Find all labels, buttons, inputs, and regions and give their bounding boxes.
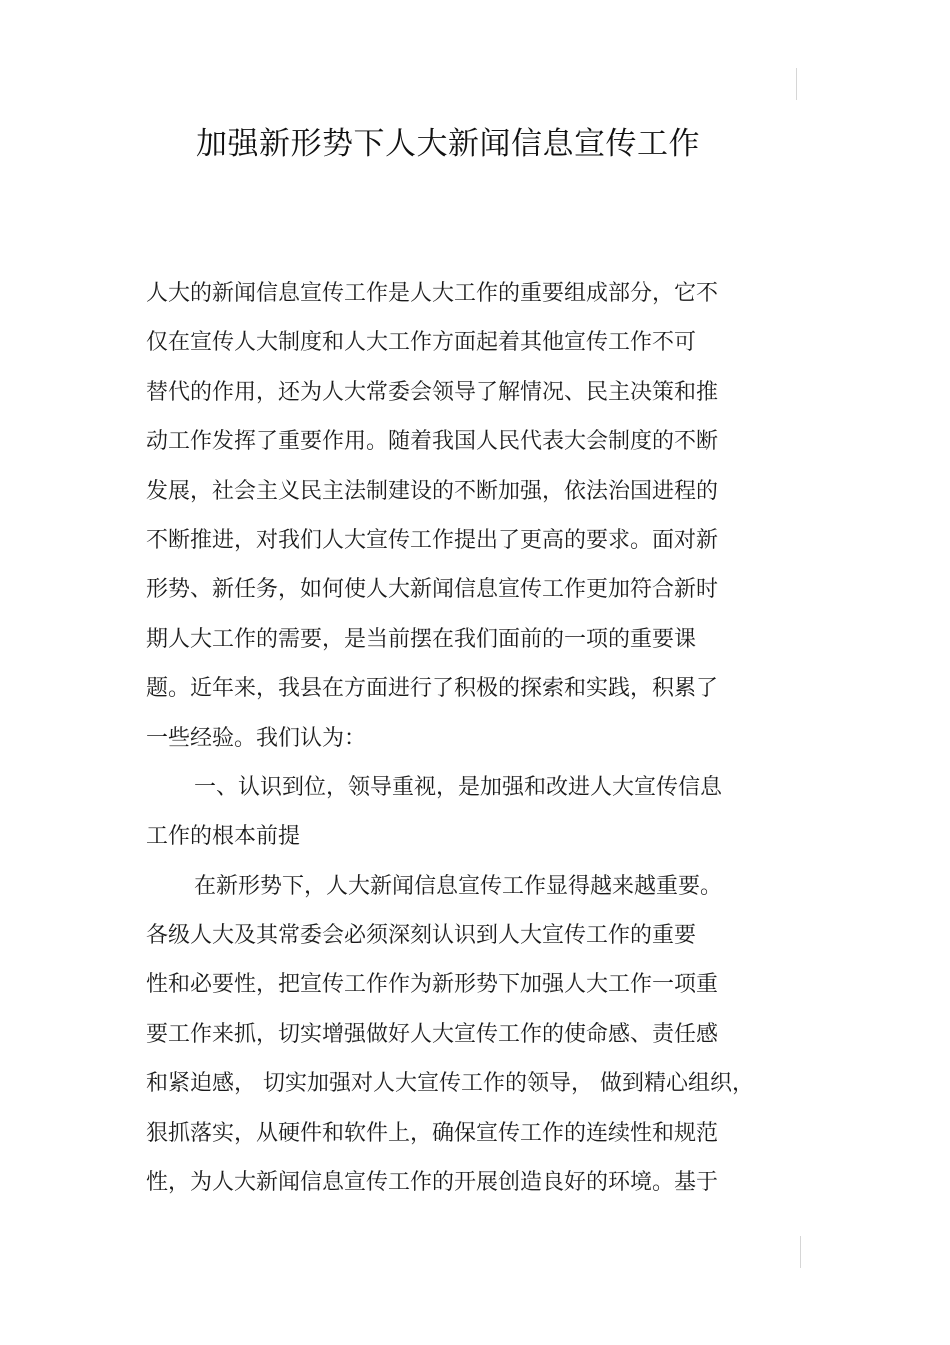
body-line: 和紧迫感， 切实加强对人大宣传工作的领导， 做到精心组织， [146, 1071, 754, 1097]
document-body [146, 269, 796, 1207]
body-line: 工作的根本前提 [146, 824, 301, 850]
body-line: 替代的作用，还为人大常委会领导了解情况、民主决策和推 [146, 379, 719, 405]
body-line: 性和必要性，把宣传工作作为新形势下加强人大工作一项重 [146, 972, 719, 998]
body-line: 一、认识到位，领导重视，是加强和改进人大宣传信息 [194, 774, 723, 800]
body-line: 发展，社会主义民主法制建设的不断加强，依法治国进程的 [146, 478, 719, 504]
body-line: 形势、新任务，如何使人大新闻信息宣传工作更加符合新时 [146, 577, 719, 603]
page-edge-mark-top [796, 68, 797, 100]
document-title: 加强新形势下人大新闻信息宣传工作 [196, 126, 700, 162]
body-line: 动工作发挥了重要作用。随着我国人民代表大会制度的不断 [146, 429, 719, 455]
body-line: 在新形势下，人大新闻信息宣传工作显得越来越重要。 [194, 873, 723, 899]
body-line: 仅在宣传人大制度和人大工作方面起着其他宣传工作不可 [146, 330, 697, 356]
body-line: 狠抓落实，从硬件和软件上，确保宣传工作的连续性和规范 [146, 1120, 719, 1146]
body-line: 不断推进，对我们人大宣传工作提出了更高的要求。面对新 [146, 527, 719, 553]
body-line: 一些经验。我们认为： [146, 725, 367, 751]
body-line: 题。近年来，我县在方面进行了积极的探索和实践，积累了 [146, 676, 719, 702]
body-line: 性，为人大新闻信息宣传工作的开展创造良好的环境。基于 [146, 1170, 719, 1196]
body-line: 人大的新闻信息宣传工作是人大工作的重要组成部分，它不 [146, 281, 719, 306]
body-line: 各级人大及其常委会必须深刻认识到人大宣传工作的重要 [146, 923, 697, 949]
body-line: 期人大工作的需要，是当前摆在我们面前的一项的重要课 [146, 626, 697, 652]
body-line: 要工作来抓，切实增强做好人大宣传工作的使命感、责任感 [146, 1021, 719, 1047]
page-edge-mark-bottom [800, 1236, 801, 1268]
